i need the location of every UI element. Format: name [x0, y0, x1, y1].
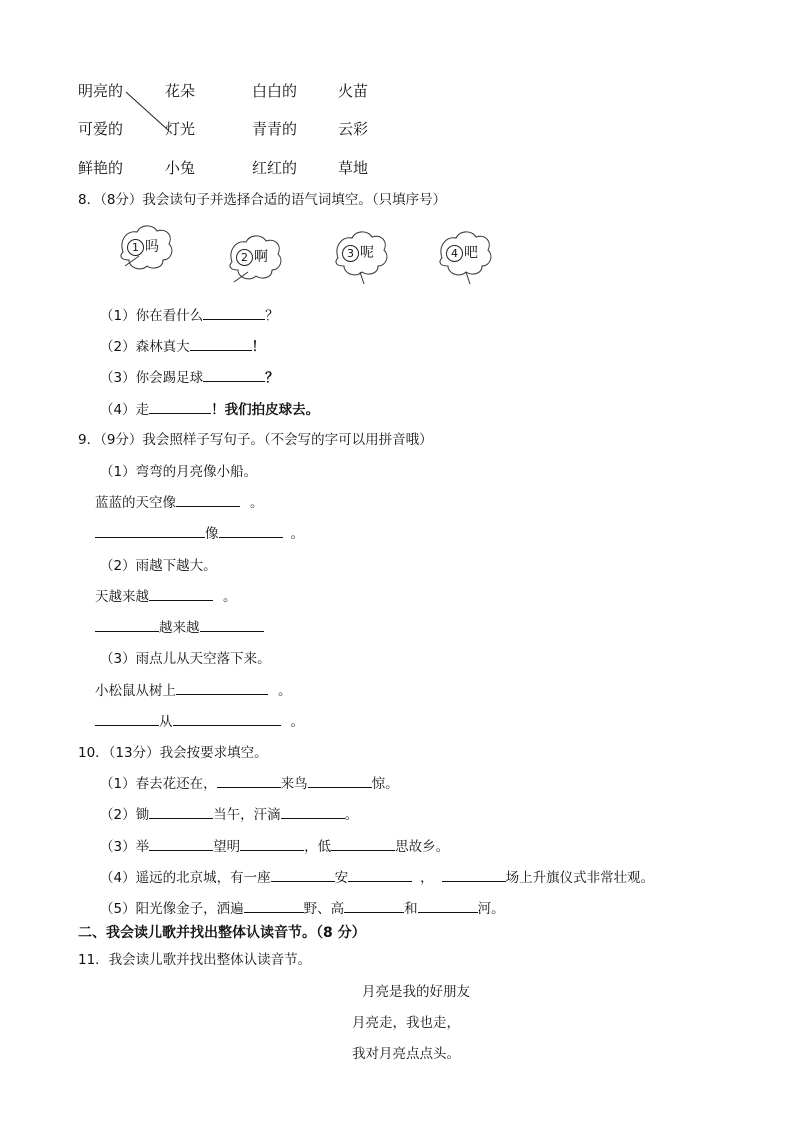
q10-line-3: （3）举 望明 ，低 思故乡。 — [100, 835, 449, 855]
poem-line: 我对月亮点点头。 — [352, 1046, 460, 1062]
match-word: 花朵 — [165, 82, 196, 100]
q9-example-3: （3）雨点儿从天空落下来。 — [100, 651, 271, 667]
answer-blank[interactable] — [203, 367, 265, 382]
match-word: 明亮的 — [78, 82, 124, 100]
answer-blank[interactable] — [240, 836, 304, 851]
q9-line: 从 。 — [95, 710, 304, 730]
q9-line: 小松鼠从树上 。 — [95, 679, 292, 699]
answer-blank[interactable] — [244, 898, 304, 913]
section-heading: 二、我会读儿歌并找出整体认读音节。（8 分） — [78, 925, 366, 941]
match-word: 草地 — [338, 159, 369, 177]
q10-line-4: （4）遥远的北京城，有一座 安 ， 场上升旗仪式非常壮观。 — [100, 866, 654, 886]
leaf-option: 2 啊 — [224, 232, 286, 290]
leaf-option: 1 吗 — [115, 222, 177, 280]
answer-blank[interactable] — [95, 617, 159, 632]
answer-blank[interactable] — [217, 773, 281, 788]
poem-line: 月亮走，我也走， — [352, 1015, 460, 1031]
q9-line: 像 。 — [95, 522, 304, 542]
q8-sentence-3: （3）你会踢足球 ？ — [100, 366, 279, 386]
answer-blank[interactable] — [271, 867, 335, 882]
q11-title: 11．我会读儿歌并找出整体认读音节。 — [78, 952, 312, 968]
answer-blank[interactable] — [173, 711, 281, 726]
q9-line: 天越来越 。 — [95, 585, 237, 605]
answer-blank[interactable] — [95, 523, 205, 538]
q9-title: 9．（9分）我会照样子写句子。（不会写的字可以用拼音哦） — [78, 432, 433, 448]
answer-blank[interactable] — [190, 336, 252, 351]
answer-blank[interactable] — [176, 492, 240, 507]
answer-blank[interactable] — [95, 711, 159, 726]
answer-blank[interactable] — [442, 867, 506, 882]
q10-line-2: （2）锄 当午，汗滴 。 — [100, 803, 358, 823]
q9-line: 蓝蓝的天空像 。 — [95, 491, 264, 511]
match-word: 火苗 — [338, 82, 369, 100]
poem-title: 月亮是我的好朋友 — [362, 984, 470, 1000]
match-word: 小兔 — [165, 159, 196, 177]
match-word: 鲜艳的 — [78, 159, 124, 177]
answer-blank[interactable] — [149, 399, 211, 414]
q10-title: 10．（13分）我会按要求填空。 — [78, 745, 268, 761]
answer-blank[interactable] — [281, 804, 345, 819]
answer-blank[interactable] — [308, 773, 372, 788]
q8-title: 8．（8分）我会读句子并选择合适的语气词填空。（只填序号） — [78, 192, 447, 208]
q8-sentence-2: （2）森林真大 ！ — [100, 335, 265, 355]
answer-blank[interactable] — [331, 836, 395, 851]
q9-line: 越来越 — [95, 616, 264, 636]
match-word: 云彩 — [338, 120, 369, 138]
answer-blank[interactable] — [200, 617, 264, 632]
match-word: 青青的 — [252, 120, 298, 138]
q10-line-1: （1）春去花还在， 来鸟 惊。 — [100, 772, 399, 792]
q9-example-2: （2）雨越下越大。 — [100, 558, 217, 574]
match-word: 红红的 — [252, 159, 298, 177]
answer-blank[interactable] — [176, 680, 268, 695]
answer-blank[interactable] — [149, 836, 213, 851]
match-word: 白白的 — [252, 82, 298, 100]
leaf-option: 4 吧 — [434, 228, 496, 286]
match-word: 灯光 — [165, 120, 196, 138]
answer-blank[interactable] — [149, 804, 213, 819]
answer-blank[interactable] — [348, 867, 412, 882]
q8-sentence-1: （1）你在看什么 ？ — [100, 304, 279, 324]
q9-example-1: （1）弯弯的月亮像小船。 — [100, 464, 258, 480]
leaf-option: 3 呢 — [330, 228, 392, 286]
q10-line-5: （5）阳光像金子，洒遍 野、高 和 河。 — [100, 897, 505, 917]
answer-blank[interactable] — [203, 305, 265, 320]
answer-blank[interactable] — [149, 586, 213, 601]
q8-sentence-4: （4）走 ！我们拍皮球去。 — [100, 398, 319, 418]
answer-blank[interactable] — [418, 898, 478, 913]
answer-blank[interactable] — [219, 523, 283, 538]
match-line — [0, 0, 300, 160]
match-word: 可爱的 — [78, 120, 124, 138]
answer-blank[interactable] — [344, 898, 404, 913]
